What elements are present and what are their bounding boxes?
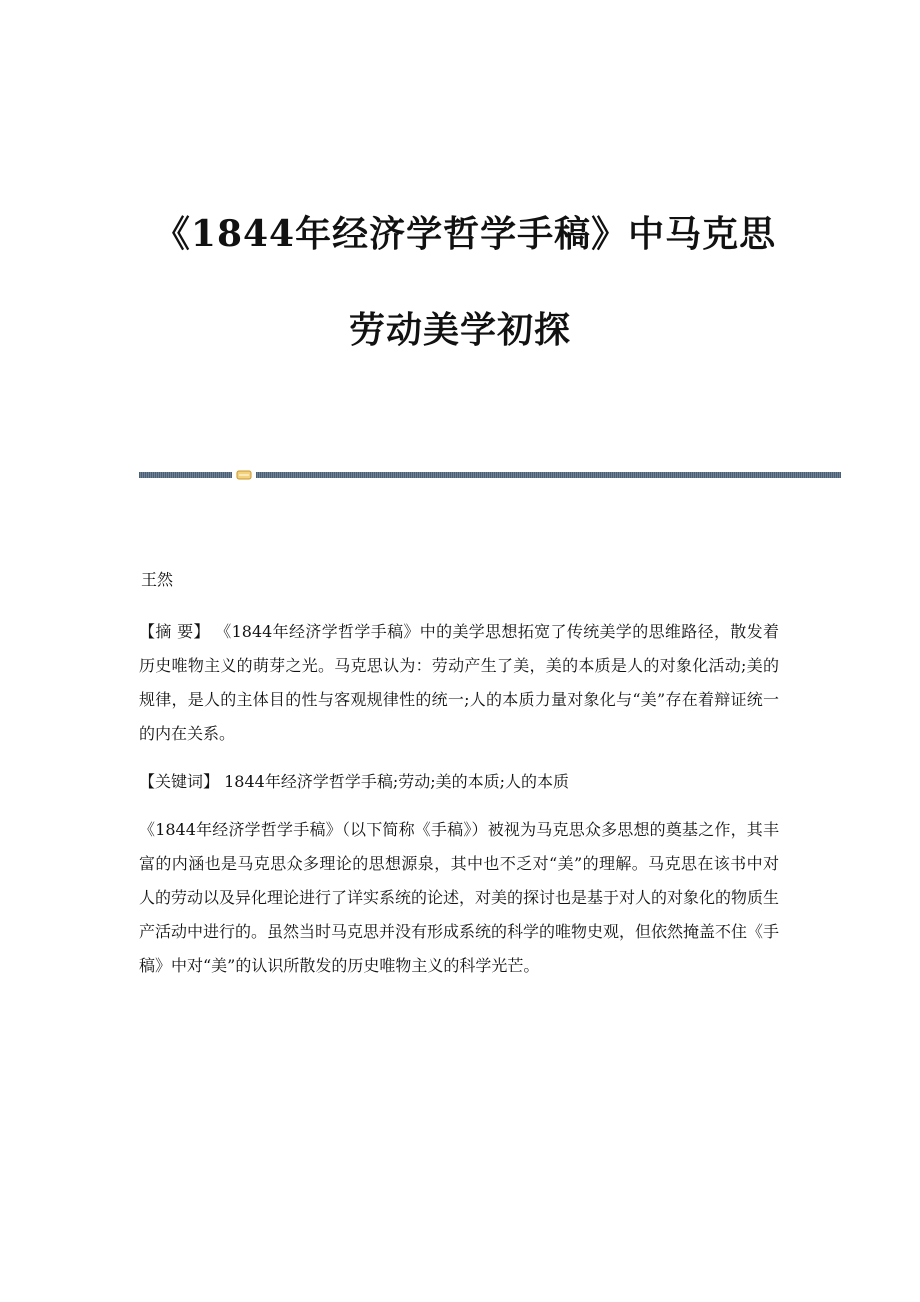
title-line-1: 《1844年经济学哲学手稿》中马克思 [153, 213, 777, 255]
abstract-paragraph [139, 615, 779, 751]
keywords-label: 【关键词】 [139, 772, 220, 791]
keywords-paragraph [139, 765, 779, 799]
keywords-text: 1844年经济学哲学手稿;劳动;美的本质;人的本质 [224, 772, 570, 791]
abstract-text: 《1844年经济学哲学手稿》中的美学思想拓宽了传统美学的思维路径，散发着历史唯物主义的萌芽之光。马克思认为：劳动产生了美，美的本质是人的对象化活动;美的规律，是人的主体目的性与客观规律性的统一;人的本质力量对象化与“美”存在着辩证统一的内在关系。 [139, 622, 779, 743]
abstract-label: 【摘 要】 [139, 622, 210, 641]
divider-bar-left [139, 472, 232, 478]
divider-bar-right [256, 472, 841, 478]
body-paragraph: 《1844年经济学哲学手稿》（以下简称《手稿》）被视为马克思众多思想的奠基之作，其丰富的内涵也是马克思众多理论的思想源泉，其中也不乏对“美”的理解。马克思在该书中对人的劳动以及异化理论进行了详实系统的论述，对美的探讨也是基于对人的对象化的物质生产活动中进行的。虽然当时马克思并没有形成系统的科学的唯物史观，但依然掩盖不住《手稿》中对“美”的认识所散发的历史唯物主义的科学光芒。 [139, 820, 780, 975]
title-line-2: 劳动美学初探 [348, 309, 571, 351]
document-body [139, 565, 779, 983]
divider-ornament-icon [236, 470, 252, 480]
title-divider [139, 470, 841, 480]
author-name: 王然 [141, 570, 174, 589]
document-title [0, 212, 920, 352]
